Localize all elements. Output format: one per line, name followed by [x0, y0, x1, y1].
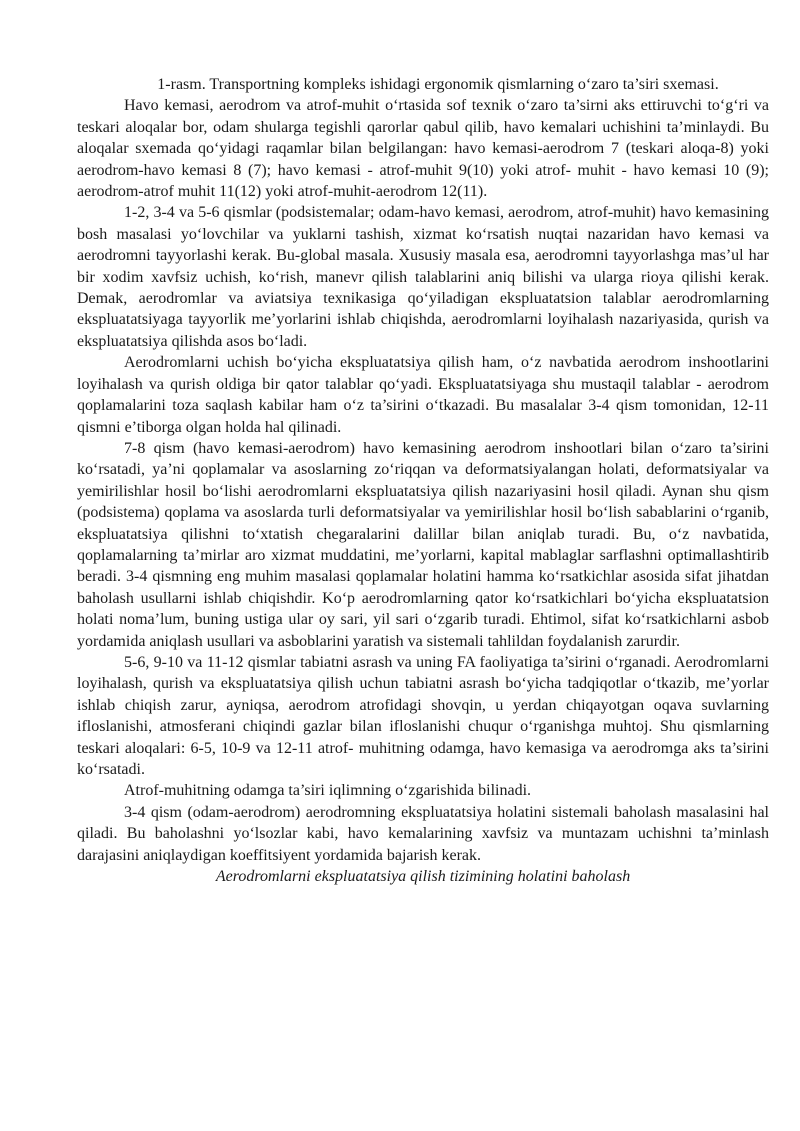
section-subheading: Aerodromlarni ekspluatatsiya qilish tizimining holatini baholash [215, 868, 631, 886]
figure-caption: 1-rasm. Transportning kompleks ishidagi ergonomik qismlarning o‘zaro ta’siri sxemasi. [157, 76, 719, 93]
paragraph-5: 5-6, 9-10 va 11-12 qismlar tabiatni asrash va uning FA faoliyatiga ta’sirini o‘rganadi. Aerodromlarni loyihalash, qurish va ekspluatatsiya qilish uchun tabiatni asrash bo‘yicha tadqiqotlar o‘tkazib, me’yorlar ishlab chiqish zarur, ayniqsa, aerodrom atrofidagi shovqin, u yerdan chiqayotgan oqava suvlarning ifloslanishi, atmosferani chiqindi gazlar bilan ifloslanishi chuqur o‘rganishga muhtoj. Shu qismlarning teskari aloqalari: 6-5, 10-9 va 12-11 atrof- muhitning odamga, havo kemasiga va aerodromga aks ta’sirini ko‘rsatadi. [77, 653, 769, 778]
paragraph-2: 1-2, 3-4 va 5-6 qismlar (podsistemalar; odam-havo kemasi, aerodrom, atrof-muhit) havo kemasining bosh masalasi yo‘lovchilar va yuklarni tashish, xizmat ko‘rsatish nuqtai nazaridan havo kemasi va aerodromni tayyorlashi kerak. Bu-global masala. Xususiy masala esa, aerodromni tayyorlashga mas’ul har bir xodim xavfsiz uchish, ko‘rish, manevr qilish talablarini aniq bilishi va ularga rioya qilishi kerak. Demak, aerodromlar va aviatsiya texnikasiga qo‘yiladigan ekspluatatsion talablar aerodromlarning ekspluatatsiyaga tayyorlik me’yorlarini ishlab chiqishda, aerodromlarni loyihalash nazariyasida, qurish va ekspluatatsiya qilishda asos bo‘ladi. [77, 204, 769, 350]
paragraph-6: Atrof-muhitning odamga ta’siri iqlimning o‘zgarishida bilinadi. [124, 782, 532, 800]
paragraph-3: Aerodromlarni uchish bo‘yicha ekspluatatsiya qilish ham, o‘z navbatida aerodrom inshootlarini loyihalash va qurish oldiga bir qator talablar qo‘yadi. Ekspluatatsiyaga shu mustaqil talablar - aerodrom qoplamalarini toza saqlash kabilar ham o‘z ta’sirini o‘tkazadi. Bu masalalar 3-4 qism tomonidan, 12-11 qismni e’tiborga olgan holda hal qilinadi. [77, 354, 769, 436]
paragraph-1: Havo kemasi, aerodrom va atrof-muhit o‘rtasida sof texnik o‘zaro ta’sirni aks ettiruvchi to‘g‘ri va teskari aloqalar bor, odam shularga tegishli qarorlar qabul qilib, havo kemalari uchishini ta’minlaydi. Bu aloqalar sxemada qo‘yidagi raqamlar bilan belgilangan: havo kemasi-aerodrom 7 (teskari aloqa-8) yoki aerodrom-havo kemasi 8 (7); havo kemasi - atrof-muhit 9(10) yoki atrof- muhit - havo kemasi 10 (9); aerodrom-atrof muhit 11(12) yoki atrof-muhit-aerodrom 12(11). [77, 97, 769, 201]
paragraph-4: 7-8 qism (havo kemasi-aerodrom) havo kemasining aerodrom inshootlari bilan o‘zaro ta’sirini ko‘rsatadi, ya’ni qoplamalar va asoslarning zo‘riqqan va deformatsiyalangan holati, deformatsiyalar va yemirilishlar hosil bo‘lishi aerodromlarni ekspluatatsiya qilish nazariyasini hosil qiladi. Aynan shu qism (podsistema) qoplama va asoslarda turli deformatsiyalar va yemirilishlar hosil bo‘lish sabablarini o‘rganib, ekspluatatsiya qilishni to‘xtatish chegaralarini dalillar bilan aniqlab turadi. Bu, o‘z navbatida, qoplamalarning ta’mirlar aro xizmat muddatini, me’yorlarni, kapital mablaglar sarflashni optimallashtirib beradi. 3-4 qismning eng muhim masalasi qoplamalar holatini hamma ko‘rsatkichlar asosida sifat jihatdan baholash usullarni ishlab chiqishdir. Ko‘p aerodromlarning qator ko‘rsatkichlari bo‘yicha ekspluatatsion holati noma’lum, buning ustiga ular oy sari, yil sari o‘zgarib turadi. Ehtimol, sifat ko‘rsatkichlarni asbob yordamida aniqlash usullari va asboblarini yaratish va sistemali tahlildan foydalanish zarurdir. [77, 439, 769, 650]
paragraph-7: 3-4 qism (odam-aerodrom) aerodromning ekspluatatsiya holatini sistemali baholash masalasini hal qiladi. Bu baholashni yo‘lsozlar kabi, havo kemalarining xavfsiz va muntazam uchishni ta’minlash darajasini aniqlaydigan koeffitsiyent yordamida bajarish kerak. [77, 803, 769, 864]
document-page [77, 74, 769, 887]
